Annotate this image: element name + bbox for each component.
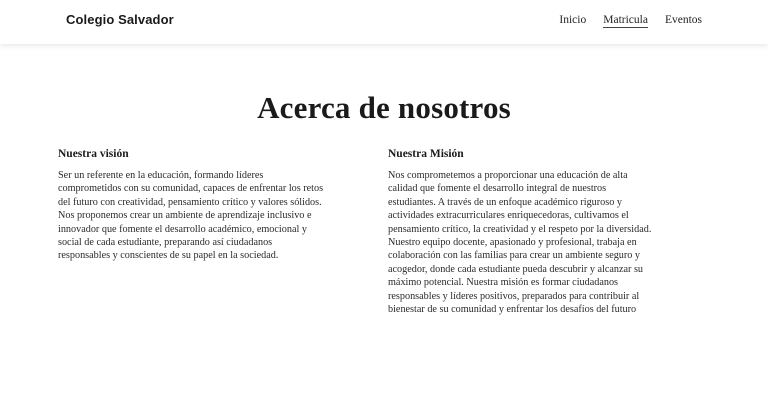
nav-item-eventos[interactable]: Eventos <box>664 14 702 26</box>
site-header <box>0 0 768 44</box>
main-nav <box>559 14 702 28</box>
vision-section <box>58 148 324 263</box>
nav-item-inicio[interactable]: Inicio <box>559 14 587 26</box>
mission-section <box>388 148 656 316</box>
nav-item-matricula[interactable]: Matricula <box>603 14 648 26</box>
main-content <box>0 44 768 410</box>
mission-text: Nos comprometemos a proporcionar una educación de alta calidad que fomente el desarrollo integral de nuestros estudiantes. A través de un enfoque académico riguroso y actividades extracurriculares enriquecedoras, cultivamos el pensamiento crítico, la creatividad y el respeto por la diversidad. Nuestro equipo docente, apasionado y profesional, trabaja en colaboración con las familias para crear un ambiente seguro y acogedor, donde cada estudiante pueda descubrir y alcanzar su máximo potencial. Nuestra misión es formar ciudadanos responsables y líderes positivos, preparados para contribuir al bienestar de su comunidad y enfrentar los desafíos del futuro <box>388 170 652 316</box>
vision-text: Ser un referente en la educación, formando líderes comprometidos con su comunidad, capaces de enfrentar los retos del futuro con creatividad, pensamiento crítico y valores sólidos. Nos proponemos crear un ambiente de aprendizaje inclusivo e innovador que fomente el desarrollo académico, emocional y social de cada estudiante, preparando así ciudadanos responsables y conscientes de su papel en la sociedad. <box>58 170 324 262</box>
page-title: Acerca de nosotros <box>257 90 511 125</box>
mission-heading: Nuestra Misión <box>388 148 464 160</box>
brand-logo-text[interactable]: Colegio Salvador <box>66 12 174 27</box>
vision-heading: Nuestra visión <box>58 148 129 160</box>
